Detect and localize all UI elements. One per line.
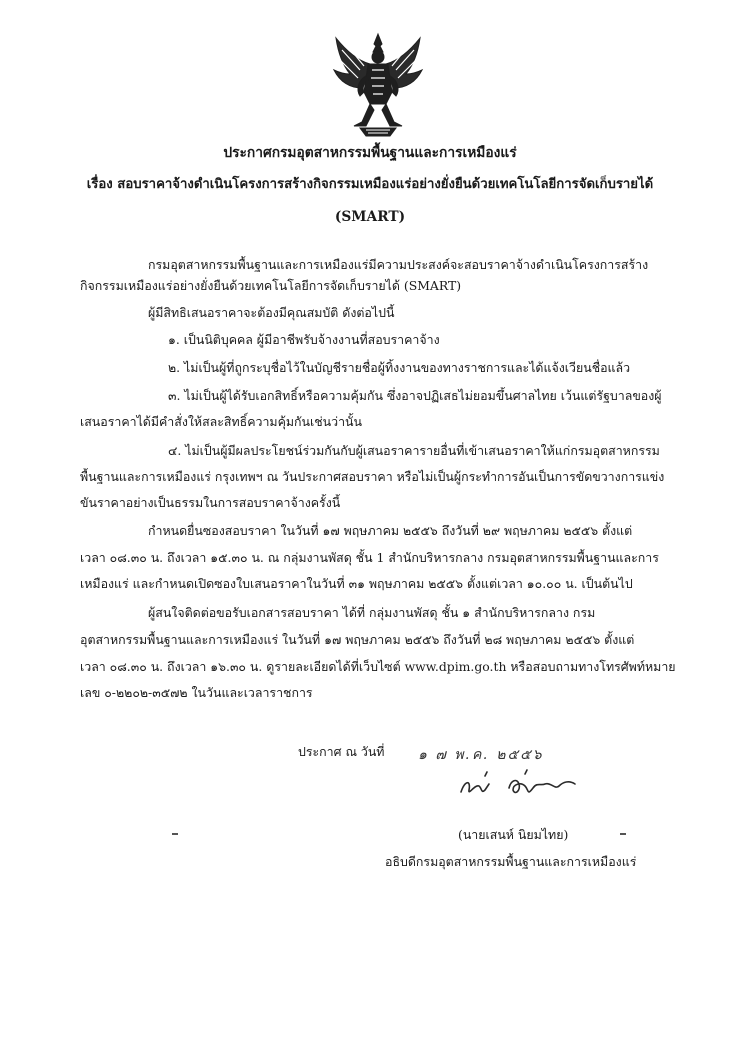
contact-line-3: เวลา ๐๘.๓๐ น. ถึงเวลา ๑๖.๓๐ น. ดูรายละเอียดได้ที่เว็บไซต์ www.dpim.go.th หรือสอบถามทางโทรศัพท์หมาย (80, 659, 676, 674)
margin-mark-left (172, 833, 178, 835)
garuda-emblem (330, 30, 426, 138)
announcement-subject: เรื่อง สอบราคาจ้างดำเนินโครงการสร้างกิจกรรมเหมืองแร่อย่างยั่งยืนด้วยเทคโนโลยีการจัดเก็บรายได้ (86, 177, 654, 192)
schedule-line-1: กำหนดยื่นซองสอบราคา ในวันที่ ๑๗ พฤษภาคม ๒๕๕๖ ถึงวันที่ ๒๙ พฤษภาคม ๒๕๕๖ ตั้งแต่ (148, 523, 633, 538)
announcement-title: ประกาศกรมอุตสาหกรรมพื้นฐานและการเหมืองแร่ (223, 145, 517, 161)
qualification-item-1: ๑. เป็นนิติบุคคล ผู้มีอาชีพรับจ้างงานที่สอบราคาจ้าง (168, 332, 440, 347)
announcement-date-label: ประกาศ ณ วันที่ (298, 744, 385, 759)
contact-line-1: ผู้สนใจติดต่อขอรับเอกสารสอบราคา ได้ที่ กลุ่มงานพัสดุ ชั้น ๑ สำนักบริหารกลาง กรม (148, 605, 596, 620)
qualification-item-4-cont-2: ขันราคาอย่างเป็นธรรมในการสอบราคาจ้างครั้งนี้ (80, 495, 341, 510)
contact-line-4: เลข ๐-๒๒๐๒-๓๕๗๒ ในวันและเวลาราชการ (80, 685, 313, 700)
signatory-name: (นายเสนห์ นิยมไทย) (458, 827, 569, 842)
qualification-item-4-cont-1: พื้นฐานและการเหมืองแร่ กรุงเทพฯ ณ วันประกาศสอบราคา หรือไม่เป็นผู้กระทำการอันเป็นการขัดขวางการแข่ง (80, 469, 665, 484)
qualification-item-3: ๓. ไม่เป็นผู้ได้รับเอกสิทธิ์หรือความคุ้มกัน ซึ่งอาจปฏิเสธไม่ยอมขึ้นศาลไทย เว้นแต่รัฐบาลของผู้ (168, 388, 662, 403)
contact-line-2: อุตสาหกรรมพื้นฐานและการเหมืองแร่ ในวันที่ ๑๗ พฤษภาคม ๒๕๕๖ ถึงวันที่ ๒๘ พฤษภาคม ๒๕๕๖ ตั้งแต่ (80, 632, 635, 647)
intro-line-1: กรมอุตสาหกรรมพื้นฐานและการเหมืองแร่มีความประสงค์จะสอบราคาจ้างดำเนินโครงการสร้าง (148, 257, 649, 272)
qualifications-lead: ผู้มีสิทธิเสนอราคาจะต้องมีคุณสมบัติ ดังต่อไปนี้ (148, 305, 395, 320)
signatory-position: อธิบดีกรมอุตสาหกรรมพื้นฐานและการเหมืองแร่ (385, 854, 637, 869)
announcement-date-value: ๑ ๗ พ.ค. ๒๕๕๖ (418, 747, 544, 763)
qualification-item-3-cont: เสนอราคาได้มีคำสั่งให้สละสิทธิ์ความคุ้มกันเช่นว่านั้น (80, 414, 362, 429)
announcement-subject-suffix: (SMART) (334, 209, 406, 225)
margin-mark-right (620, 833, 626, 835)
schedule-line-3: เหมืองแร่ และกำหนดเปิดซองใบเสนอราคาในวันที่ ๓๑ พฤษภาคม ๒๕๕๖ ตั้งแต่เวลา ๑๐.๐๐ น. เป็นต้นไป (80, 576, 633, 591)
schedule-line-2: เวลา ๐๘.๓๐ น. ถึงเวลา ๑๕.๓๐ น. ณ กลุ่มงานพัสดุ ชั้น 1 สำนักบริหารกลาง กรมอุตสาหกรรมพื้นฐานและการ (80, 550, 659, 565)
signature-icon (455, 766, 595, 806)
qualification-item-2: ๒. ไม่เป็นผู้ที่ถูกระบุชื่อไว้ในบัญชีรายชื่อผู้ทิ้งงานของทางราชการและได้แจ้งเวียนชื่อแล้ว (168, 360, 631, 375)
qualification-item-4: ๔. ไม่เป็นผู้มีผลประโยชน์ร่วมกันกับผู้เสนอราคารายอื่นที่เข้าเสนอราคาให้แก่กรมอุตสาหกรรม (168, 443, 660, 458)
intro-line-2: กิจกรรมเหมืองแร่อย่างยั่งยืนด้วยเทคโนโลยีการจัดเก็บรายได้ (SMART) (80, 278, 462, 293)
